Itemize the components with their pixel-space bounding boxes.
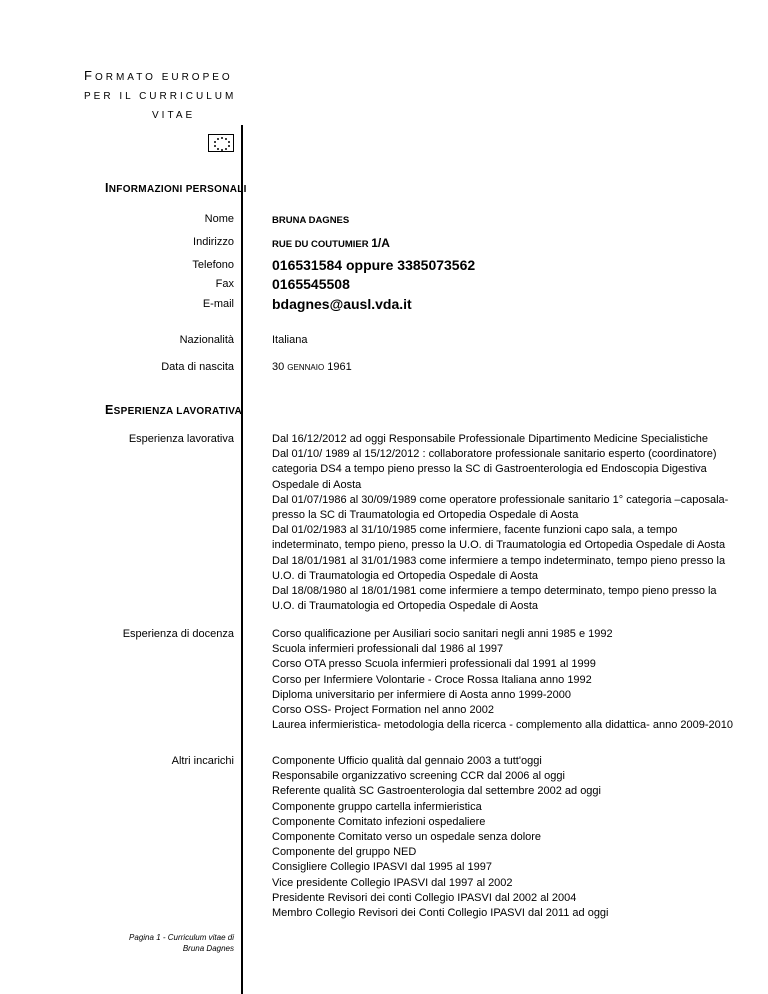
list-item: Dal 16/12/2012 ad oggi Responsabile Professionale Dipartimento Medicine Specialistiche [272,433,708,445]
list-item: Dal 01/07/1986 al 30/09/1989 come operatore professionale sanitario 1° categoria –caposala- presso la SC di Traumatologia ed Ortopedia Ospedale di Aosta [272,493,729,522]
list-item: Componente del gruppo NED [272,846,417,859]
list-item: Corso OTA presso Scuola infermieri professionali dal 1991 al 1999 [272,658,596,671]
fax-value: 0165545508 [272,276,350,292]
group-label: Esperienza di docenza [122,628,234,640]
other-roles-list [272,754,732,921]
field-label: Fax [215,278,234,290]
email-value[interactable]: bdagnes@ausl.vda.it [272,296,412,312]
list-item: Vice presidente Collegio IPASVI dal 1997 al 2002 [272,876,513,889]
list-item: Componente Comitato verso un ospedale senza dolore [272,831,542,844]
list-item: Laurea infermieristica- metodologia della ricerca - complemento alla didattica- anno 2009-2010 [272,719,734,732]
eu-flag-icon [208,134,234,152]
field-label: E-mail [202,298,234,310]
list-item: Dal 18/08/1980 al 18/01/1981 come infermiere a tempo determinato, tempo pieno presso la U.O. di Traumatologia ed Ortopedia Ospedale di Aosta [272,585,717,613]
group-label: Altri incarichi [171,755,234,767]
nationality-value: Italiana [272,334,308,346]
document-title: FORMATO EUROPEO PER IL CURRICULUM VITAE [84,68,237,121]
page-footer: Pagina 1 - Curriculum vitae di Bruna Dagnes [129,933,234,953]
work-experience-list [272,432,732,614]
list-item: Componente Comitato infezioni ospedaliere [272,815,486,828]
section-work-experience: ESPERIENZA LAVORATIVA [105,403,243,417]
list-item: Membro Collegio Revisori dei Conti Collegio IPASVI dal 2011 ad oggi [272,907,609,920]
phone-value: 016531584 oppure 3385073562 [272,257,476,273]
list-item: Corso qualificazione per Ausiliari socio sanitari negli anni 1985 e 1992 [272,628,613,640]
list-item: Referente qualità SC Gastroenterologia dal settembre 2002 ad oggi [272,785,601,798]
field-label: Telefono [192,259,234,271]
list-item: Dal 01/02/1983 al 31/10/1985 come infermiere, facente funzioni capo sala, a tempo indeterminato, tempo pieno, presso la U.O. di Traumatologia ed Ortopedia Ospedale di Aosta [272,524,726,552]
list-item: Presidente Revisori dei conti Collegio IPASVI dal 2002 al 2004 [272,891,577,904]
birthdate-value: 30 GENNAIO 1961 [272,361,352,373]
list-item: Responsabile organizzativo screening CCR dal 2006 al oggi [272,770,565,783]
address-value: RUE DU COUTUMIER 1/A [272,236,390,250]
list-item: Componente Ufficio qualità dal gennaio 2003 a tutt'oggi [272,755,542,767]
group-label: Esperienza lavorativa [128,433,234,445]
list-item: Dal 01/10/ 1989 al 15/12/2012 : collaboratore professionale sanitario esperto (coordinatore) categoria DS4 a tempo pieno presso la SC di Gastroenterologia ed Endoscopia Digestiva Ospedale di Aosta [272,448,717,491]
list-item: Corso OSS- Project Formation nel anno 2002 [272,704,494,717]
field-label: Indirizzo [193,236,234,248]
field-label: Data di nascita [161,361,234,373]
name-value: BRUNA DAGNES [272,215,350,226]
page-number: 1 [156,933,161,942]
list-item: Corso per Infermiere Volontarie - Croce Rossa Italiana anno 1992 [272,673,592,686]
field-label: Nome [204,213,234,225]
list-item: Componente gruppo cartella infermieristica [272,800,482,813]
teaching-list [272,627,732,733]
list-item: Scuola infermieri professionali dal 1986 al 1997 [272,643,504,656]
list-item: Dal 18/01/1981 al 31/01/1983 come infermiere a tempo indeterminato, tempo pieno presso la U.O. di Traumatologia ed Ortopedia Ospedale di Aosta [272,554,726,582]
field-label: Nazionalità [179,334,234,346]
section-personal-info: INFORMAZIONI PERSONALI [105,181,247,195]
vertical-divider [241,125,243,994]
list-item: Diploma universitario per infermiere di Aosta anno 1999-2000 [272,688,572,701]
list-item: Consigliere Collegio IPASVI dal 1995 al 1997 [272,861,492,874]
